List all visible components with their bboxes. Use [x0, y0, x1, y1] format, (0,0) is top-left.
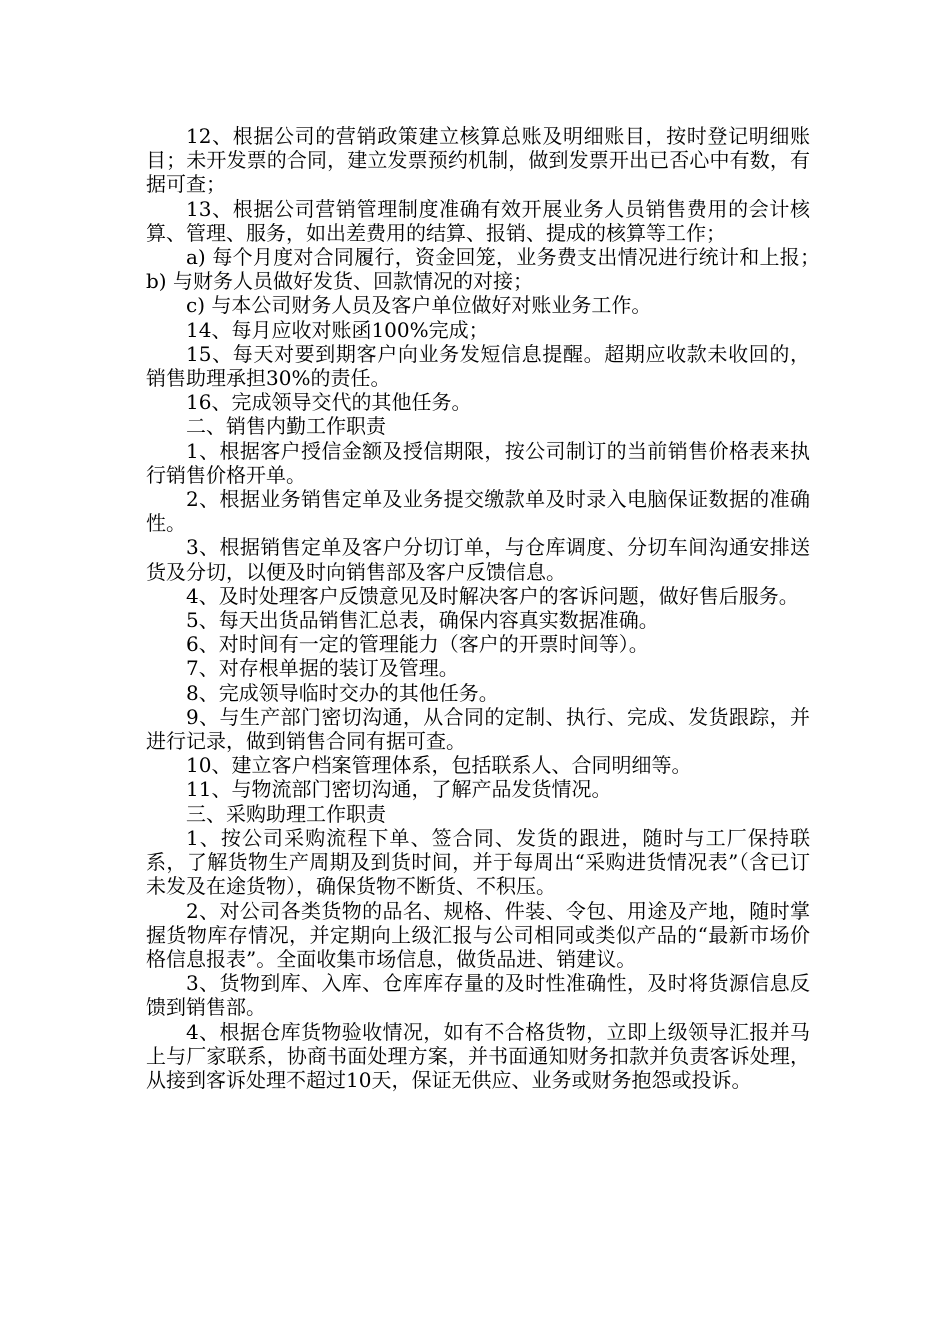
- sales-admin-item-11: 11、与物流部门密切沟通，了解产品发货情况。: [186, 777, 612, 802]
- purchasing-item-2: 2、对公司各类货物的品名、规格、件装、令包、用途及产地，随时掌握货物库存情况，并定期向上级汇报与公司相同或类似产品的“最新市场价格信息报表”。全面收集市场信息，做货品进、销建议。: [146, 898, 810, 971]
- paragraph-14: 14、每月应收对账函100%完成；: [186, 317, 489, 342]
- sales-admin-item-6: 6、对时间有一定的管理能力（客户的开票时间等）。: [186, 632, 649, 657]
- sales-admin-item-8: 8、完成领导临时交办的其他任务。: [186, 680, 499, 705]
- section-heading-sales-admin: 二、销售内勤工作职责: [186, 414, 386, 439]
- paragraph-13-c: c) 与本公司财务人员及客户单位做好对账业务工作。: [186, 293, 652, 318]
- purchasing-item-4: 4、根据仓库货物验收情况，如有不合格货物，立即上级领导汇报并马上与厂家联系，协商书面处理方案，并书面通知财务扣款并负责客诉处理，从接到客诉处理不超过10天，保证无供应、业务或财务抱怨或投诉。: [146, 1019, 810, 1092]
- purchasing-item-3: 3、货物到库、入库、仓库库存量的及时性准确性，及时将货源信息反馈到销售部。: [146, 971, 810, 1020]
- sales-admin-item-4: 4、及时处理客户反馈意见及时解决客户的客诉问题，做好售后服务。: [186, 583, 799, 608]
- paragraph-15: 15、每天对要到期客户向业务发短信息提醒。超期应收款未收回的，销售助理承担30%的责任。: [146, 341, 810, 391]
- sales-admin-item-5: 5、每天出货品销售汇总表，确保内容真实数据准确。: [186, 608, 659, 633]
- sales-admin-item-7: 7、对存根单据的装订及管理。: [186, 656, 459, 681]
- sales-admin-item-3: 3、根据销售定单及客户分切订单，与仓库调度、分切车间沟通安排送货及分切，以便及时向销售部及客户反馈信息。: [146, 535, 810, 584]
- sales-admin-item-2: 2、根据业务销售定单及业务提交缴款单及时录入电脑保证数据的准确性。: [146, 487, 810, 536]
- paragraph-12: 12、根据公司的营销政策建立核算总账及明细账目，按时登记明细账目；未开发票的合同，建立发票预约机制，做到发票开出已否心中有数，有据可查；: [146, 124, 810, 197]
- sales-admin-item-9: 9、与生产部门密切沟通，从合同的定制、执行、完成、发货跟踪，并进行记录，做到销售合同有据可查。: [146, 704, 810, 754]
- section-heading-purchasing: 三、采购助理工作职责: [186, 801, 386, 826]
- paragraph-13-ab: a) 每个月度对合同履行，资金回笼，业务费支出情况进行统计和上报； b) 与财务人员做好发货、回款情况的对接；: [146, 245, 830, 294]
- document-body: [146, 124, 830, 1092]
- sales-admin-item-10: 10、建立客户档案管理体系，包括联系人、合同明细等。: [186, 753, 692, 778]
- sales-admin-item-1: 1、根据客户授信金额及授信期限，按公司制订的当前销售价格表来执行销售价格开单。: [146, 438, 810, 487]
- paragraph-16: 16、完成领导交代的其他任务。: [186, 390, 472, 415]
- paragraph-13: 13、根据公司营销管理制度准确有效开展业务人员销售费用的会计核算、管理、服务，如出差费用的结算、报销、提成的核算等工作；: [146, 196, 810, 245]
- purchasing-item-1: 1、按公司采购流程下单、签合同、发货的跟进，随时与工厂保持联系，了解货物生产周期及到货时间，并于每周出“采购进货情况表”（含已订未发及在途货物），确保货物不断货、不积压。: [146, 825, 810, 899]
